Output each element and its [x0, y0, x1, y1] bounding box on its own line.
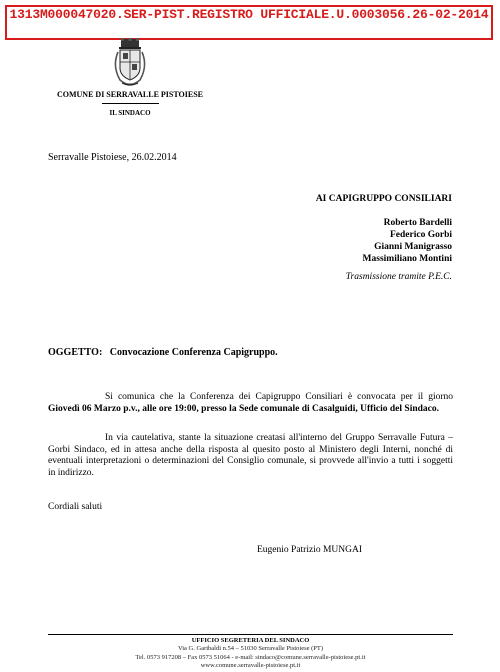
subject-label: OGGETTO:: [48, 347, 103, 358]
footer-office: UFFICIO SEGRETERIA DEL SINDACO: [191, 637, 310, 644]
closing-greeting: Cordiali saluti: [48, 502, 103, 512]
recipient-name: Federico Gorbi: [390, 230, 452, 240]
recipient-name: Massimiliano Montini: [362, 254, 452, 264]
municipal-coat-of-arms: [112, 38, 148, 88]
recipient-name: Gianni Manigrasso: [374, 242, 452, 252]
protocol-stamp-text: 1313M000047020.SER-PIST.REGISTRO UFFICIALE.U.0003056.26-02-2014: [9, 7, 489, 22]
body-p2-text: In via cautelativa, stante la situazione creatasi all'interno del Gruppo Serravalle Futura – Gorbi Sindaco, ed in attesa anche della risposta al quesito posto al Ministero degli Interni, nonché di eventuali interpretazioni o determinazioni del Consiglio comunale, si provvede all'invio a tutti i soggetti in indirizzo.: [48, 433, 453, 478]
subject-line: [48, 347, 278, 358]
letterhead-office: IL SINDACO: [109, 109, 151, 117]
subject-text: Convocazione Conferenza Capigruppo.: [109, 347, 278, 358]
recipient-list: [363, 217, 452, 265]
body-paragraph-2: [48, 433, 453, 479]
date-line: Serravalle Pistoiese, 26.02.2014: [48, 152, 177, 163]
footer-divider: [48, 634, 453, 635]
body-paragraph-1: [48, 392, 453, 415]
letterhead-divider: [102, 103, 159, 104]
body-p1-emphasis: Giovedì 06 Marzo p.v., alle ore 19:00, presso la Sede comunale di Casalguidi, Ufficio del Sindaco.: [48, 403, 439, 414]
signature-name: Eugenio Patrizio MUNGAI: [257, 545, 363, 555]
footer: [48, 637, 453, 670]
footer-address: Via G. Garibaldi n.54 – 51030 Serravalle Pistoiese (PT): [177, 645, 324, 653]
transmission-note: Trasmissione tramite P.E.C.: [345, 272, 452, 282]
body-p1-text: Si comunica che la Conferenza dei Capigruppo Consiliari è convocata per il giorno: [105, 392, 453, 402]
letterhead-municipality: COMUNE DI SERRAVALLE PISTOIESE: [56, 90, 204, 99]
addressee: AI CAPIGRUPPO CONSILIARI: [315, 194, 452, 204]
protocol-stamp: [5, 5, 493, 40]
footer-contacts: Tel. 0573 917208 – Fax 0573 51064 - e-mail: sindaco@comune.serravalle-pistoiese.pt.it: [135, 653, 366, 661]
footer-website: www.comune.serravalle-pistoiese.pt.it: [200, 661, 301, 669]
recipient-name: Roberto Bardelli: [383, 218, 452, 228]
